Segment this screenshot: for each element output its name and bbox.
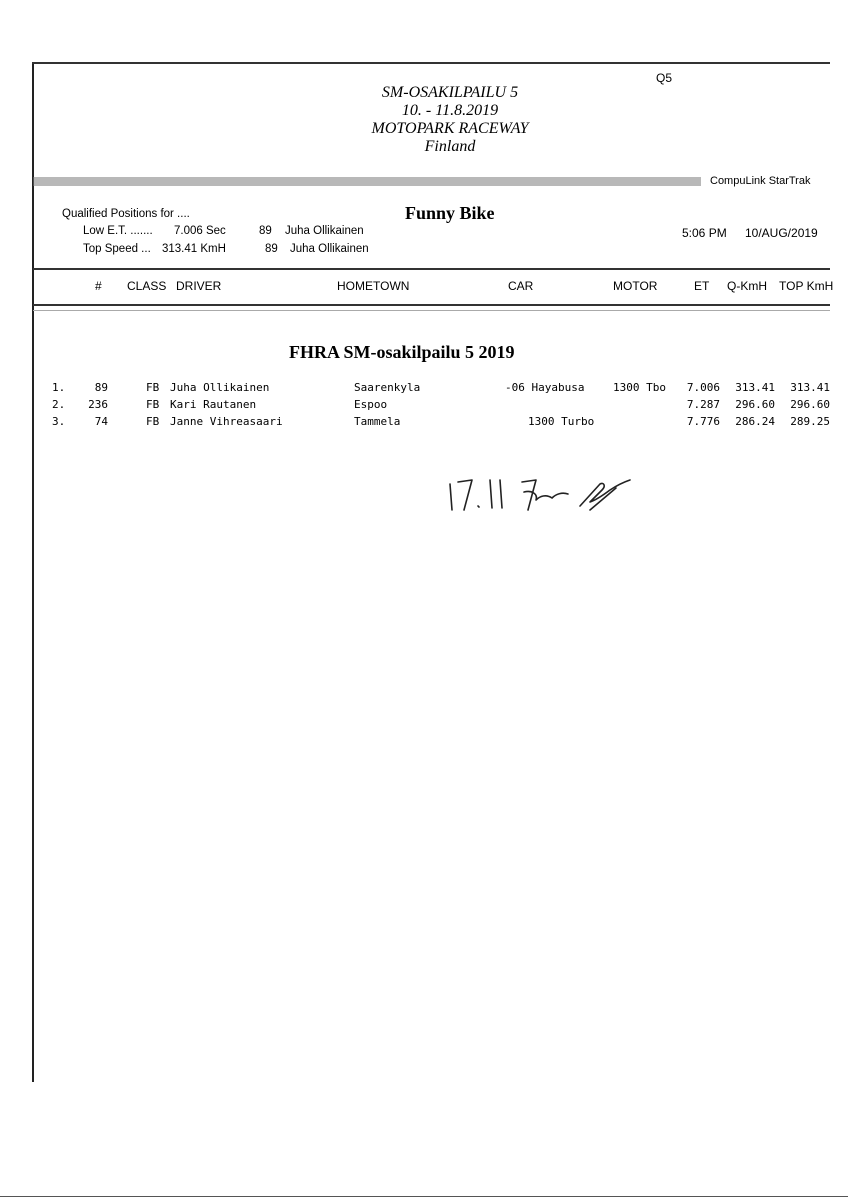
position: 1. (52, 381, 66, 394)
qualified-label: Qualified Positions for .... (62, 208, 190, 220)
q-kmh: 313.41 (735, 381, 775, 394)
col-header-et: ET (694, 279, 710, 293)
section-title: FHRA SM-osakilpailu 5 2019 (289, 342, 515, 362)
country: Finland (424, 138, 476, 155)
report-date: 10/AUG/2019 (745, 226, 818, 240)
driver-name: Kari Rautanen (170, 398, 257, 411)
top-speed-value: 313.41 KmH (162, 243, 226, 255)
col-header-driver: DRIVER (176, 279, 222, 293)
event-title: SM-OSAKILPAILU 5 (381, 84, 519, 101)
col-header-car: CAR (508, 279, 534, 293)
top-kmh: 296.60 (790, 398, 830, 411)
bottom-page-rule (0, 1196, 848, 1197)
car-number: 89 (94, 381, 108, 394)
top-speed-label: Top Speed ... (83, 243, 151, 255)
hometown: Espoo (354, 398, 388, 411)
doc-code: Q5 (656, 71, 673, 85)
handwritten-signature (440, 470, 640, 520)
position: 3. (52, 415, 66, 428)
top-kmh: 313.41 (790, 381, 830, 394)
event-dates: 10. - 11.8.2019 (401, 102, 499, 119)
et: 7.287 (686, 398, 720, 411)
top-kmh: 289.25 (790, 415, 830, 428)
venue: MOTOPARK RACEWAY (371, 120, 529, 137)
header-rule-bottom (33, 304, 830, 306)
low-et-label: Low E.T. ....... (83, 225, 153, 237)
top-rule (32, 62, 830, 64)
report-time: 5:06 PM (682, 226, 727, 240)
class-code: FB (146, 415, 160, 428)
low-et-driver: Juha Ollikainen (285, 225, 364, 237)
class-code: FB (146, 381, 160, 394)
hometown: Tammela (354, 415, 401, 428)
car-number: 236 (88, 398, 108, 411)
car: -06 Hayabusa (505, 381, 585, 394)
q-kmh: 296.60 (735, 398, 775, 411)
hometown: Saarenkyla (354, 381, 421, 394)
class-code: FB (146, 398, 160, 411)
motor: 1300 Tbo (613, 381, 666, 394)
et: 7.006 (686, 381, 720, 394)
q-kmh: 286.24 (735, 415, 775, 428)
header-rule-thin (33, 310, 830, 311)
driver-name: Janne Vihreasaari (170, 415, 283, 428)
col-header-number: # (95, 279, 102, 293)
left-margin-line (32, 62, 34, 1082)
col-header-top-kmh: TOP KmH (779, 279, 834, 293)
position: 2. (52, 398, 66, 411)
driver-name: Juha Ollikainen (170, 381, 270, 394)
col-header-class: CLASS (127, 279, 167, 293)
system-name: CompuLink StarTrak (710, 175, 811, 187)
header-rule-top (33, 268, 830, 270)
dotted-separator (33, 177, 701, 186)
col-header-motor: MOTOR (613, 279, 658, 293)
class-title: Funny Bike (405, 203, 495, 223)
top-speed-driver: Juha Ollikainen (290, 243, 369, 255)
low-et-car-number: 89 (259, 225, 272, 237)
et: 7.776 (686, 415, 720, 428)
car: 1300 Turbo (528, 415, 595, 428)
top-speed-car-number: 89 (265, 243, 278, 255)
low-et-value: 7.006 Sec (174, 225, 226, 237)
car-number: 74 (94, 415, 108, 428)
col-header-hometown: HOMETOWN (337, 279, 410, 293)
col-header-q-kmh: Q-KmH (727, 279, 767, 293)
